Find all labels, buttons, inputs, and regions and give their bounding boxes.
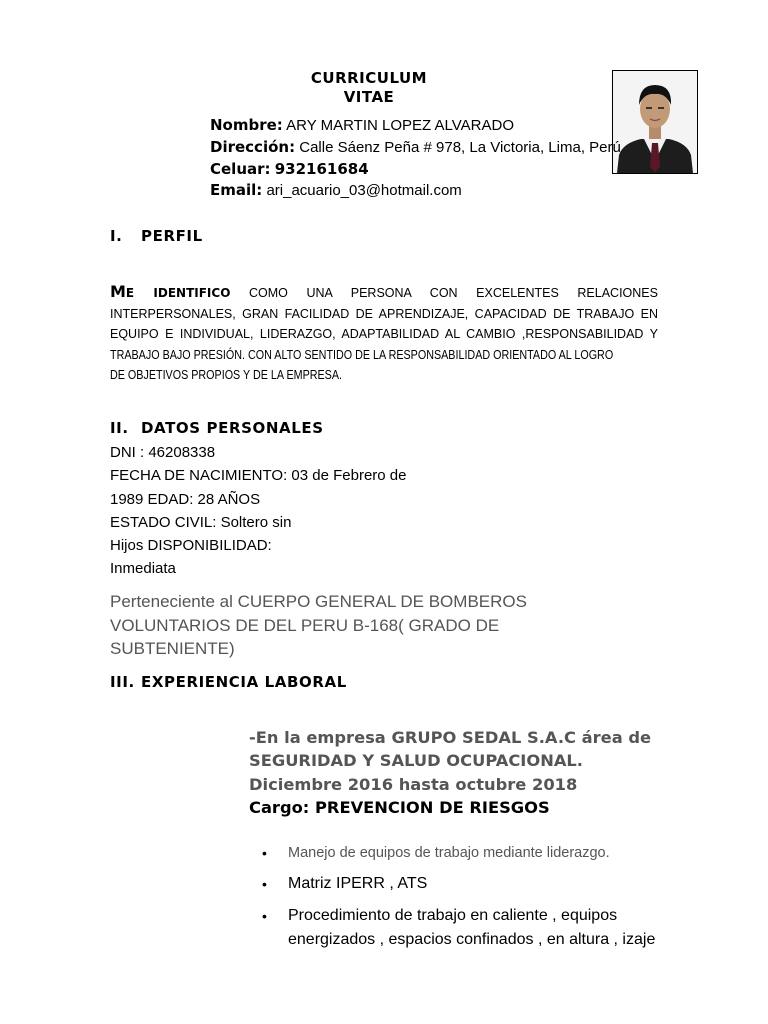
job-position: Cargo: PREVENCION DE RIESGOS [249,797,550,817]
job-line: Diciembre 2016 hasta octubre 2018 [249,774,578,794]
job-entry [249,726,669,819]
bomberos-line: SUBTENIENTE) [110,639,235,658]
bomberos-line: VOLUNTARIOS DE DEL PERU B-168( GRADO DE [110,615,500,635]
duty-text: Matriz IPERR , ATS [288,875,428,892]
email-value: ari_acuario_03@hotmail.com [266,182,462,199]
section-number: II. [110,419,129,437]
section-experiencia-heading [110,673,347,691]
perfil-line-2: INTERPERSONALES, GRAN FACILIDAD DE APRENDIZAJE, CAPACIDAD DE TRABAJO EN [110,306,658,321]
perfil-first-words: E IDENTIFICO [125,286,231,300]
list-item [262,904,662,952]
phone-label: Celuar: [210,160,271,178]
bullet-icon: • [262,908,267,924]
duty-text: Procedimiento de trabajo en caliente , equipos energizados , espacios confinados , en altura , izaje [288,907,656,948]
perfil-line-1-text: COMO UNA PERSONA CON EXCELENTES RELACIONES [230,286,658,300]
list-item [262,840,662,866]
bullet-icon: • [262,876,267,892]
datos-line: 1989 EDAD: 28 AÑOS [110,490,261,508]
perfil-line-1 [110,282,658,304]
perfil-line-3: EQUIPO E INDIVIDUAL, LIDERAZGO, ADAPTABILIDAD AL CAMBIO ,RESPONSABILIDAD Y [110,327,658,341]
section-title: EXPERIENCIA LABORAL [141,673,347,691]
section-title: DATOS PERSONALES [141,419,324,437]
bomberos-line: Perteneciente al CUERPO GENERAL DE BOMBEROS [110,592,527,611]
section-number: III. [110,673,135,691]
section-datos-heading [110,419,324,437]
job-duties-list [262,840,662,952]
perfil-line-5 [110,365,658,386]
contact-phone [210,160,369,178]
bullet-icon: • [262,845,267,861]
section-number: I. [110,227,123,245]
perfil-paragraph [110,282,658,386]
perfil-line-4-text: TRABAJO BAJO PRESIÓN. CON ALTO SENTIDO DE LA RESPONSABILIDAD ORIENTADO AL LOGRO [110,347,614,362]
bomberos-paragraph [110,590,590,661]
job-line: -En la empresa GRUPO SEDAL S.A.C área de [249,728,652,747]
perfil-line-5-text: DE OBJETIVOS PROPIOS Y DE LA EMPRESA. [110,368,342,382]
datos-line: Hijos DISPONIBILIDAD: [110,537,272,555]
duty-text: Manejo de equipos de trabajo mediante liderazgo. [288,845,610,861]
person-portrait-icon [613,71,697,173]
perfil-first-letter: M [110,282,126,301]
name-value: ARY MARTIN LOPEZ ALVARADO [286,117,514,134]
datos-line: ESTADO CIVIL: Soltero sin [110,513,292,531]
datos-line: DNI : 46208338 [110,444,216,461]
phone-value: 932161684 [274,160,369,178]
email-label: Email: [210,181,263,199]
document-title-line-1: CURRICULUM [310,69,428,87]
address-value: Calle Sáenz Peña # 978, La Victoria, Lima, Perú [299,139,621,156]
address-label: Dirección: [210,138,296,156]
section-perfil-heading [110,227,203,245]
datos-personales-list [110,441,407,581]
datos-line: Inmediata [110,560,176,578]
profile-photo [612,70,698,174]
contact-name [210,116,514,134]
section-title: PERFIL [141,227,203,245]
name-label: Nombre: [210,116,283,134]
list-item [262,872,662,896]
job-line: SEGURIDAD Y SALUD OCUPACIONAL. [249,751,583,771]
contact-email [210,181,462,199]
perfil-line-4 [110,345,658,366]
document-title-line-2: VITAE [343,88,395,106]
contact-address [210,138,621,156]
datos-line: FECHA DE NACIMIENTO: 03 de Febrero de [110,467,407,485]
